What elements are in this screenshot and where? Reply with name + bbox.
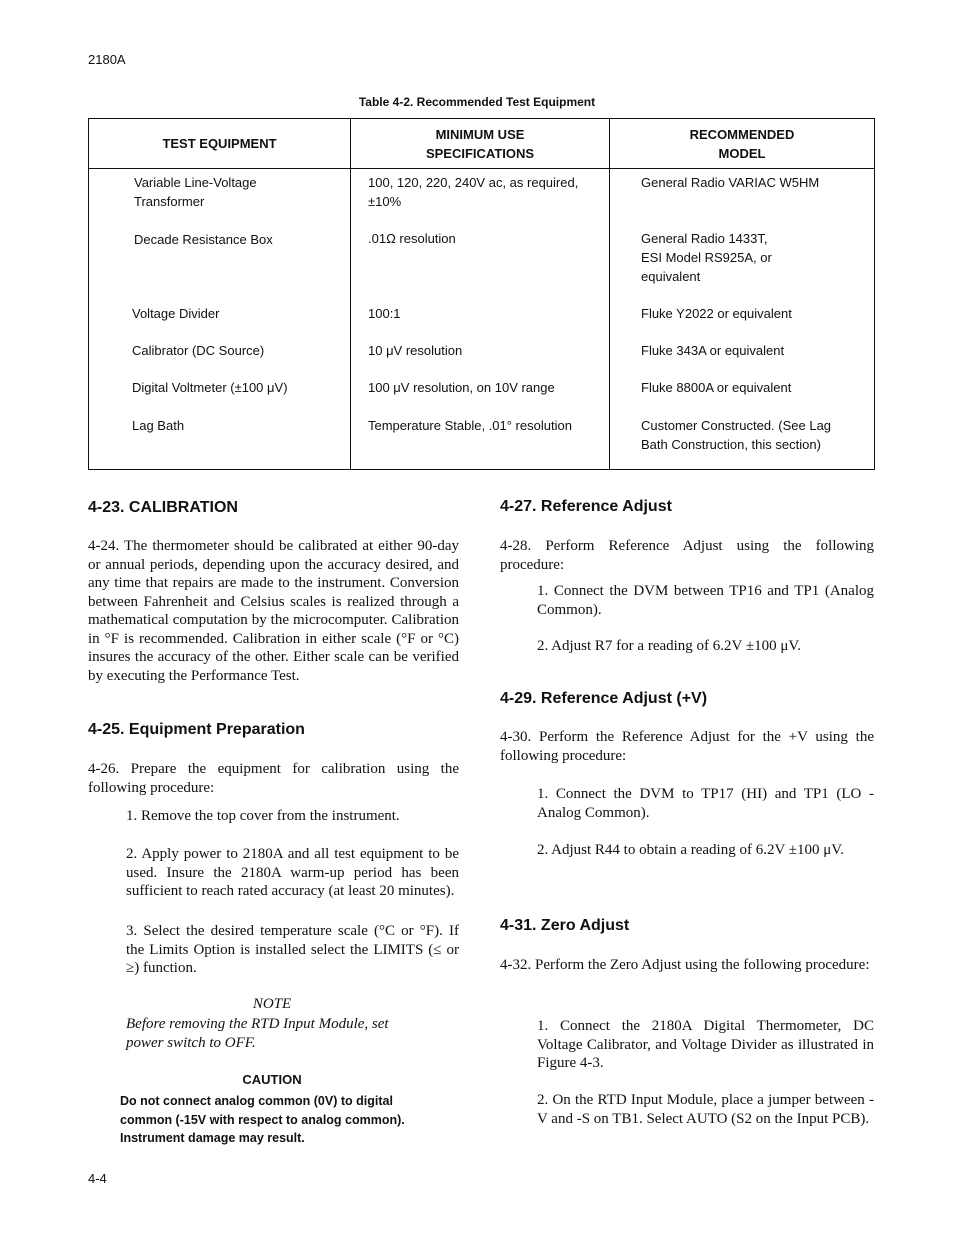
model-cell: Bath Construction, this section) [641,437,821,452]
calibration-paragraph: 4-24. The thermometer should be calibrated at either 90-day or annual periods, depending upon the accuracy desired, and any time that repairs are made to the instrument. Conversion between Fahrenheit and Celsius scales is realized through a mathematical computation by the microcomputer. Calibration in °F is recommended. Calibration in either scale (°F or °C) insures the accuracy of the other. Either scale can be verified by executing the Performance Test. [88,538,459,684]
model-cell: Customer Constructed. (See Lag [641,418,832,433]
note-heading: NOTE [252,996,292,1012]
equipment-cell: Voltage Divider [132,306,220,321]
ref-step-2: 2. Adjust R7 for a reading of 6.2V ±100 μV. [537,638,802,654]
zero-step-1: 1. Connect the 2180A Digital Thermometer, DC Voltage Calibrator, and Voltage Divider as illustrated in Figure 4-3. [537,1018,874,1071]
equipment-cell: Variable Line-Voltage [134,175,257,190]
section-heading-zero-adjust: 4-31. Zero Adjust [500,917,630,934]
model-cell: Fluke Y2022 or equivalent [641,306,792,321]
equipment-cell: Transformer [134,194,205,209]
model-column [610,169,875,470]
refv-step-1: 1. Connect the DVM to TP17 (HI) and TP1 (LO - Analog Common). [537,786,874,821]
caution-text: Do not connect analog common (0V) to digital common (-15V with respect to analog common). Instrument damage may result. [120,1094,405,1145]
spec-cell: 10 μV resolution [368,343,463,358]
model-cell: General Radio 1433T, [641,231,768,246]
col-header-test-equipment [89,119,351,169]
model-cell: Fluke 343A or equivalent [641,343,785,358]
col-header-line: MODEL [718,145,766,161]
zero-step-2: 2. On the RTD Input Module, place a jumper between -V and -S on TB1. Select AUTO (S2 on the Input PCB). [537,1092,874,1127]
spec-cell: ±10% [368,194,402,209]
section-heading-calibration: 4-23. CALIBRATION [88,499,238,516]
spec-cell: 100:1 [368,306,401,321]
table-caption: Table 4-2. Recommended Test Equipment [358,95,596,109]
zero-adjust-paragraph: 4-32. Perform the Zero Adjust using the following procedure: [500,957,870,973]
equipment-cell: Digital Voltmeter (±100 μV) [132,380,288,395]
caution-heading: CAUTION [242,1072,302,1087]
equipment-cell: Decade Resistance Box [134,232,273,247]
preparation-paragraph: 4-26. Prepare the equipment for calibration using the following procedure: [88,761,459,796]
section-heading-reference-adjust-v: 4-29. Reference Adjust (+V) [500,690,708,707]
prep-step-2: 2. Apply power to 2180A and all test equipment to be used. Insure the 2180A warm-up period has been sufficient to reach rated accuracy (at least 20 minutes). [126,846,459,899]
model-cell: equivalent [641,269,701,284]
section-heading-equipment-preparation: 4-25. Equipment Preparation [88,721,305,738]
model-cell: Fluke 8800A or equivalent [641,380,792,395]
col-header-line: TEST EQUIPMENT [162,136,277,151]
test-equipment-table [88,118,875,470]
col-header-min-spec [351,119,610,169]
col-header-recommended-model [610,119,875,169]
col-header-line: SPECIFICATIONS [425,145,535,161]
spec-cell: Temperature Stable, .01° resolution [368,418,572,433]
spec-cell: .01Ω resolution [368,231,456,246]
model-cell: General Radio VARIAC W5HM [641,175,820,190]
spec-column [351,169,610,470]
note-text: Before removing the RTD Input Module, set power switch to OFF. [126,1016,389,1051]
section-heading-reference-adjust: 4-27. Reference Adjust [500,498,672,515]
col-header-line: RECOMMENDED [689,126,795,142]
equipment-cell: Lag Bath [132,418,185,433]
col-header-line: MINIMUM USE [435,126,525,142]
equipment-cell: Calibrator (DC Source) [132,343,265,358]
model-cell: ESI Model RS925A, or [641,250,772,265]
refv-step-2: 2. Adjust R44 to obtain a reading of 6.2V ±100 μV. [537,842,844,858]
spec-cell: 100 μV resolution, on 10V range [368,380,555,395]
spec-cell: 100, 120, 220, 240V ac, as required, [368,175,579,190]
page-number: 4-4 [88,1171,107,1186]
reference-adjust-v-paragraph: 4-30. Perform the Reference Adjust for the +V using the following procedure: [500,729,874,764]
equipment-column [89,169,351,470]
document-id: 2180A [88,52,126,67]
ref-step-1: 1. Connect the DVM between TP16 and TP1 (Analog Common). [537,583,874,618]
prep-step-3: 3. Select the desired temperature scale (°C or °F). If the Limits Option is installed select the LIMITS (≤ or ≥) function. [126,923,459,976]
reference-adjust-paragraph: 4-28. Perform Reference Adjust using the following procedure: [500,538,874,573]
prep-step-1: 1. Remove the top cover from the instrument. [126,808,400,824]
